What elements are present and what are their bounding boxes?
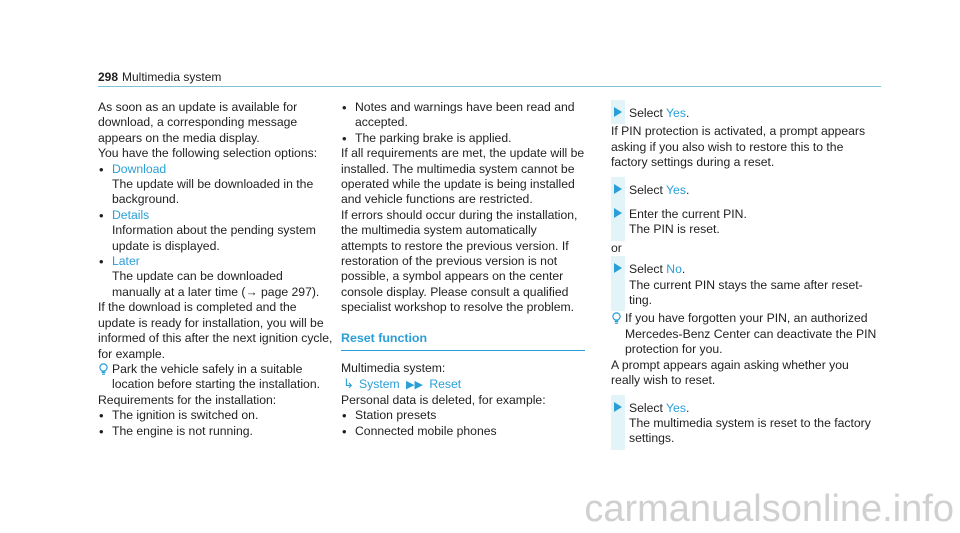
- option-download: [98, 162, 333, 208]
- step-text: Select: [629, 182, 667, 197]
- deleted-item: • Station presets: [341, 408, 585, 423]
- requirement-item: • The parking brake is applied.: [341, 131, 585, 146]
- column-3: [611, 100, 881, 450]
- info-icon: [98, 363, 109, 376]
- note-forgotten-pin: [611, 311, 881, 357]
- section-heading-reset-function: Reset function: [341, 331, 585, 351]
- pin-activated-text: If PIN protection is activated, a prompt appears asking if you also wish to restore this to the factory settings during a reset.: [611, 124, 866, 170]
- page-number: 298: [98, 70, 119, 84]
- download-completed-text: If the download is completed and the update is ready for installation, you will be informed of this after the next ignition cycle, for example.: [98, 300, 333, 361]
- step-text: Enter the current PIN.: [629, 207, 747, 222]
- column-2: [341, 100, 585, 439]
- step-arrow-icon: [614, 263, 622, 273]
- step-bar: [611, 201, 625, 241]
- step-select-no: [611, 256, 881, 311]
- step-text: Select: [629, 106, 667, 120]
- option-desc: The update will be downloaded in the background.: [112, 177, 314, 207]
- step-text: Select: [629, 400, 667, 415]
- step-text: .: [681, 262, 686, 277]
- step-select-yes: [611, 100, 881, 124]
- requirements-met-text: If all requirements are met, the update will be installed. The multimedia system cannot be operated while the update is being installed and vehicle functions are restricted.: [341, 146, 585, 207]
- step-arrow-icon: [614, 402, 622, 412]
- prompt-again-text: A prompt appears again asking whether you really wish to reset.: [611, 357, 849, 388]
- note-park-vehicle: [98, 362, 333, 393]
- step-result: The multimedia system is reset to the factory settings.: [629, 415, 871, 446]
- step-arrow-icon: [614, 208, 622, 218]
- option-desc: The update can be downloaded manually at a later time (→ page 297).: [112, 269, 320, 299]
- step-result: The current PIN stays the same after reset-ting.: [629, 277, 863, 308]
- option-details: [98, 208, 333, 254]
- step-select-yes-final: [611, 395, 881, 450]
- option-label: Download: [112, 161, 167, 176]
- or-label: or: [611, 240, 622, 255]
- double-chevron-icon: ▶▶: [406, 378, 423, 391]
- step-arrow-icon: [614, 107, 622, 117]
- step-value: Yes: [666, 182, 686, 197]
- step-text: Select: [629, 262, 667, 277]
- option-desc: Information about the pending system update is displayed.: [112, 223, 316, 253]
- requirements-intro: Requirements for the installation:: [98, 392, 277, 407]
- column-1: [98, 100, 333, 439]
- requirement-item: • The engine is not running.: [98, 424, 333, 439]
- step-value: Yes: [666, 400, 686, 415]
- watermark: carmanualsonline.info: [584, 488, 954, 530]
- requirement-item: • The ignition is switched on.: [98, 408, 333, 423]
- header-title: Multimedia system: [122, 70, 222, 84]
- requirement-item: • Notes and warnings have been read and accepted.: [341, 100, 585, 131]
- options-intro: You have the following selection options:: [98, 146, 318, 161]
- option-later: [98, 254, 333, 300]
- step-text: .: [685, 400, 690, 415]
- multimedia-system-label: Multimedia system:: [341, 361, 446, 376]
- errors-text: If errors should occur during the installation, the multimedia system automatically attempts to restore the previous version. If restoration of the previous version is not possible, a symbol appears on the center console display. Please consult a qualified specialist workshop to resolve the problem.: [341, 207, 578, 315]
- path-item-reset: Reset: [429, 376, 462, 391]
- update-intro: As soon as an update is available for download, a corresponding message appears on the media display.: [98, 100, 298, 145]
- path-arrow-icon: ↳: [343, 375, 354, 391]
- note-text: Park the vehicle safely in a suitable location before starting the installation.: [112, 361, 320, 392]
- step-text: .: [685, 106, 690, 120]
- page-header: [98, 68, 881, 87]
- step-arrow-icon: [614, 184, 622, 194]
- data-deleted-text: Personal data is deleted, for example:: [341, 392, 546, 407]
- menu-path: [341, 377, 585, 393]
- step-value: Yes: [666, 106, 686, 120]
- info-icon: [611, 312, 622, 325]
- step-enter-pin: [611, 201, 881, 241]
- option-label: Later: [112, 254, 140, 269]
- step-text: .: [685, 182, 690, 197]
- note-text: If you have forgotten your PIN, an authorized Mercedes-Benz Center can deactivate the PIN protection for you.: [625, 311, 877, 357]
- step-value: No: [666, 262, 682, 277]
- step-result: The PIN is reset.: [629, 222, 720, 237]
- path-item-system: System: [359, 376, 400, 391]
- deleted-item: • Connected mobile phones: [341, 424, 585, 439]
- option-label: Details: [112, 207, 150, 222]
- step-select-yes-2: [611, 177, 881, 201]
